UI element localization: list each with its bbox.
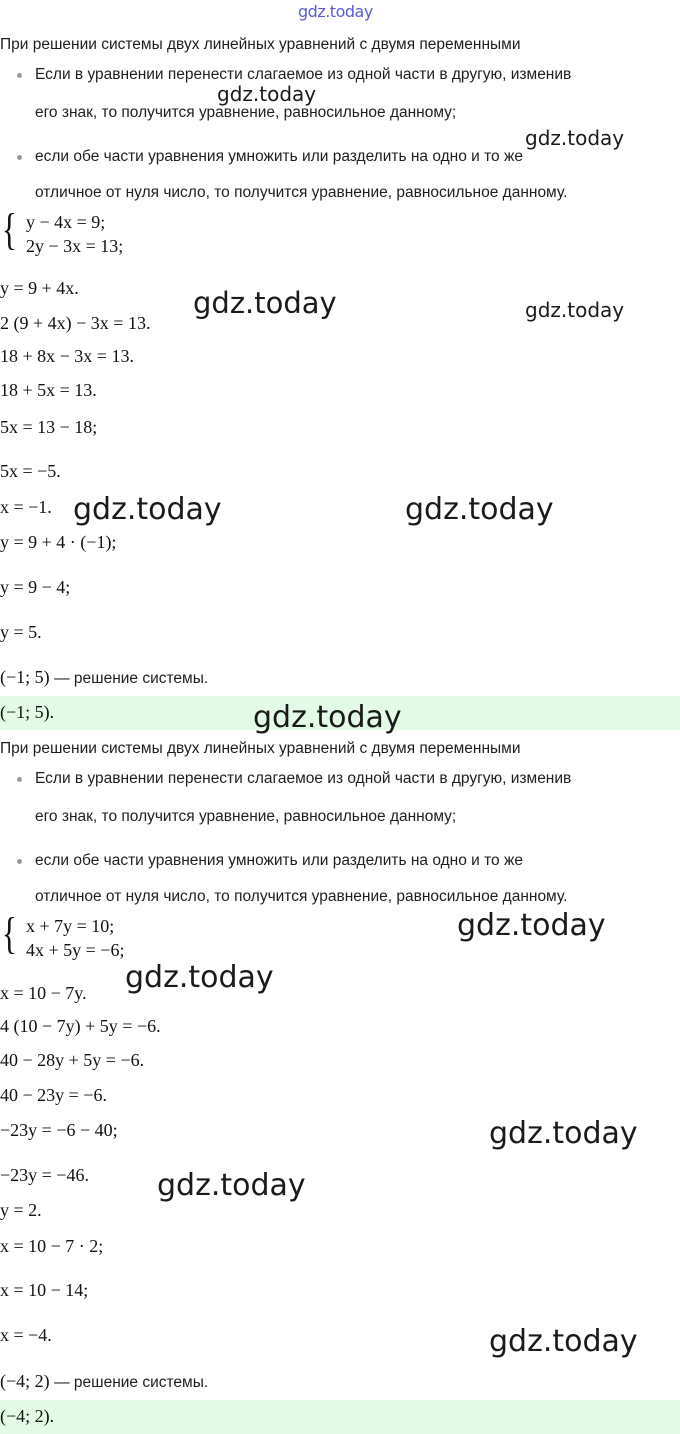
answer: (−1; 5).: [0, 702, 55, 722]
bullet-marker: [17, 73, 22, 78]
step: 5x = 13 − 18;: [0, 417, 98, 437]
solution-pair: (−1; 5): [0, 667, 50, 687]
step: x = −4.: [0, 1325, 52, 1345]
system-equation-2: 4x + 5y = −6;: [26, 940, 125, 960]
solution-text: — решение системы.: [54, 670, 209, 687]
rule-2-line-2: отличное от нуля число, то получится уравнение, равносильное данному.: [35, 184, 568, 201]
step: y = 9 + 4x.: [0, 278, 79, 298]
watermark: gdz.today: [405, 492, 554, 527]
watermark: gdz.today: [489, 1324, 638, 1359]
step: x = −1.: [0, 497, 52, 517]
rule-1-line-1: Если в уравнении перенести слагаемое из одной части в другую, изменив: [35, 66, 572, 83]
step: 5x = −5.: [0, 461, 61, 481]
watermark: gdz.today: [457, 908, 606, 943]
bullet-marker: [17, 155, 22, 160]
rule-2-line-2: отличное от нуля число, то получится уравнение, равносильное данному.: [35, 888, 568, 905]
step: −23y = −6 − 40;: [0, 1120, 118, 1140]
step: 2 (9 + 4x) − 3x = 13.: [0, 313, 151, 333]
rule-2-line-1: если обе части уравнения умножить или разделить на одно и то же: [35, 852, 523, 869]
bullet-marker: [17, 777, 22, 782]
step: y = 5.: [0, 622, 42, 642]
solution-pair: (−4; 2): [0, 1371, 50, 1391]
watermark: gdz.today: [157, 1168, 306, 1203]
solution-line: [0, 667, 208, 688]
answer-highlight: [0, 1400, 680, 1434]
step: y = 9 + 4 · (−1);: [0, 532, 117, 552]
watermark: gdz.today: [125, 960, 274, 995]
step: x = 10 − 7y.: [0, 983, 87, 1003]
watermark: gdz.today: [217, 82, 317, 106]
watermark: gdz.today: [525, 298, 625, 322]
step: 40 − 23y = −6.: [0, 1085, 107, 1105]
step: 18 + 5x = 13.: [0, 380, 97, 400]
bullet-marker: [17, 859, 22, 864]
step: x = 10 − 14;: [0, 1280, 89, 1300]
intro-text: При решении системы двух линейных уравнений с двумя переменными: [0, 36, 521, 53]
rule-1-line-2: его знак, то получится уравнение, равносильное данному;: [35, 808, 457, 825]
watermark: gdz.today: [525, 126, 625, 150]
step: −23y = −46.: [0, 1165, 89, 1185]
system-equation-1: y − 4x = 9;: [26, 212, 106, 232]
watermark: gdz.today: [193, 286, 337, 320]
step: 18 + 8x − 3x = 13.: [0, 346, 134, 366]
top-watermark: gdz.today: [298, 2, 373, 21]
intro-text: При решении системы двух линейных уравнений с двумя переменными: [0, 740, 521, 757]
system-equation-2: 2y − 3x = 13;: [26, 236, 124, 256]
system-brace: {: [2, 205, 17, 254]
step: 40 − 28y + 5y = −6.: [0, 1050, 145, 1070]
step: 4 (10 − 7y) + 5y = −6.: [0, 1016, 161, 1036]
watermark: gdz.today: [253, 700, 402, 735]
step: x = 10 − 7 · 2;: [0, 1236, 104, 1256]
system-brace: {: [2, 909, 17, 958]
solution-text: — решение системы.: [54, 1374, 209, 1391]
rule-1-line-2: его знак, то получится уравнение, равносильное данному;: [35, 104, 457, 121]
step: y = 2.: [0, 1200, 42, 1220]
answer: (−4; 2).: [0, 1406, 55, 1426]
watermark: gdz.today: [489, 1116, 638, 1151]
rule-2-line-1: если обе части уравнения умножить или разделить на одно и то же: [35, 148, 523, 165]
step: y = 9 − 4;: [0, 577, 71, 597]
solution-line: [0, 1371, 208, 1392]
system-equation-1: x + 7y = 10;: [26, 916, 115, 936]
watermark: gdz.today: [73, 492, 222, 527]
rule-1-line-1: Если в уравнении перенести слагаемое из одной части в другую, изменив: [35, 770, 572, 787]
